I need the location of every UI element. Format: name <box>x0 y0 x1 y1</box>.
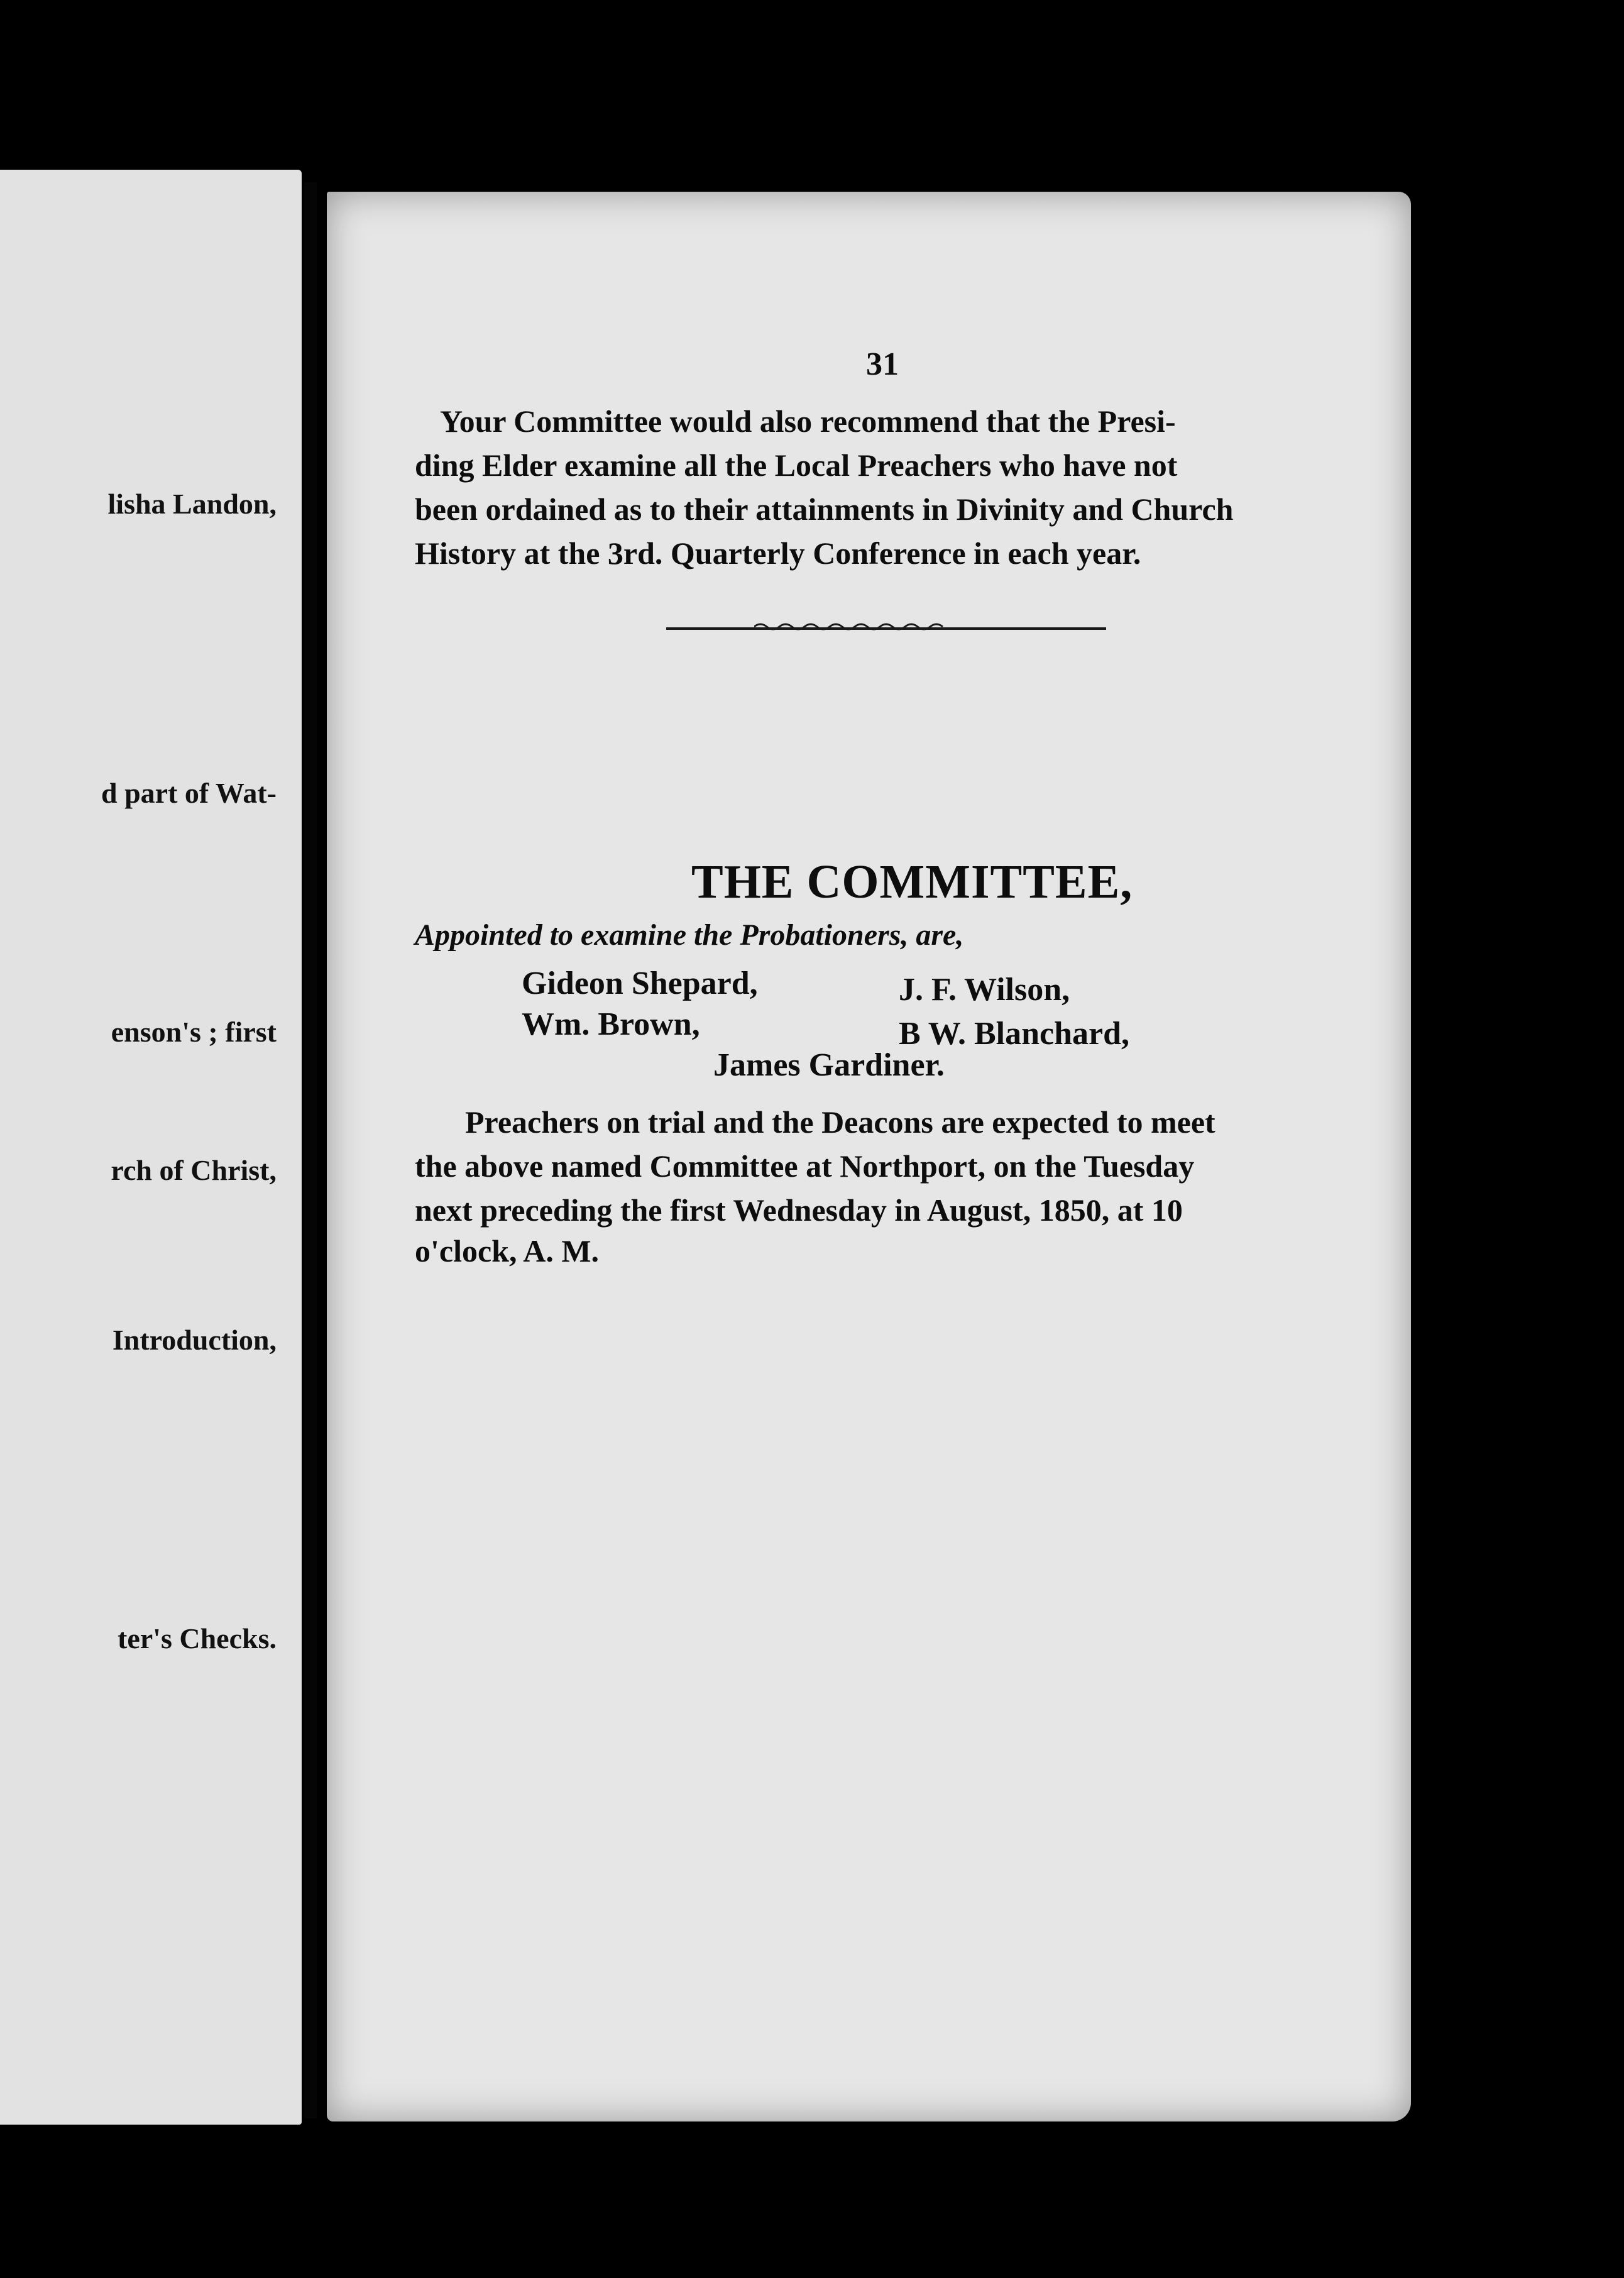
left-page <box>0 170 302 2125</box>
committee-heading: THE COMMITTEE, <box>691 856 1133 908</box>
right-page <box>327 192 1411 2121</box>
left-fragment-6: ter's Checks. <box>118 1622 277 1654</box>
member-name: B W. Blanchard, <box>899 1016 1130 1052</box>
page-number: 31 <box>866 346 899 382</box>
committee-subheading: Appointed to examine the Probationers, are, <box>415 918 964 952</box>
member-name: Wm. Brown, <box>522 1006 700 1042</box>
paragraph-line: History at the 3rd. Quarterly Conference in each year. <box>415 536 1141 571</box>
paragraph-committee-recommendation <box>415 399 1395 581</box>
left-fragment-1: lisha Landon, <box>107 488 277 520</box>
paragraph-line: Preachers on trial and the Deacons are expected to meet <box>465 1104 1215 1140</box>
paragraph-line: ding Elder examine all the Local Preachers who have not <box>415 448 1178 483</box>
paragraph-meeting-notice <box>415 1100 1395 1276</box>
paragraph-line: next preceding the first Wednesday in August, 1850, at 10 <box>415 1192 1183 1228</box>
left-fragment-3: enson's ; first <box>111 1016 277 1048</box>
member-name: James Gardiner. <box>713 1047 945 1083</box>
paragraph-line: been ordained as to their attainments in Divinity and Church <box>415 492 1234 527</box>
left-fragment-4: rch of Christ, <box>111 1154 277 1186</box>
paragraph-line: o'clock, A. M. <box>415 1233 600 1268</box>
member-name: Gideon Shepard, <box>522 966 758 1001</box>
left-fragment-5: Introduction, <box>112 1324 277 1356</box>
book-gutter <box>304 182 317 2118</box>
divider-ornament <box>754 622 949 632</box>
paragraph-line: the above named Committee at Northport, on the Tuesday <box>415 1148 1195 1184</box>
member-name: J. F. Wilson, <box>899 972 1070 1008</box>
paragraph-line: Your Committee would also recommend that the Presi- <box>440 404 1176 439</box>
left-fragment-2: d part of Wat- <box>101 777 277 809</box>
